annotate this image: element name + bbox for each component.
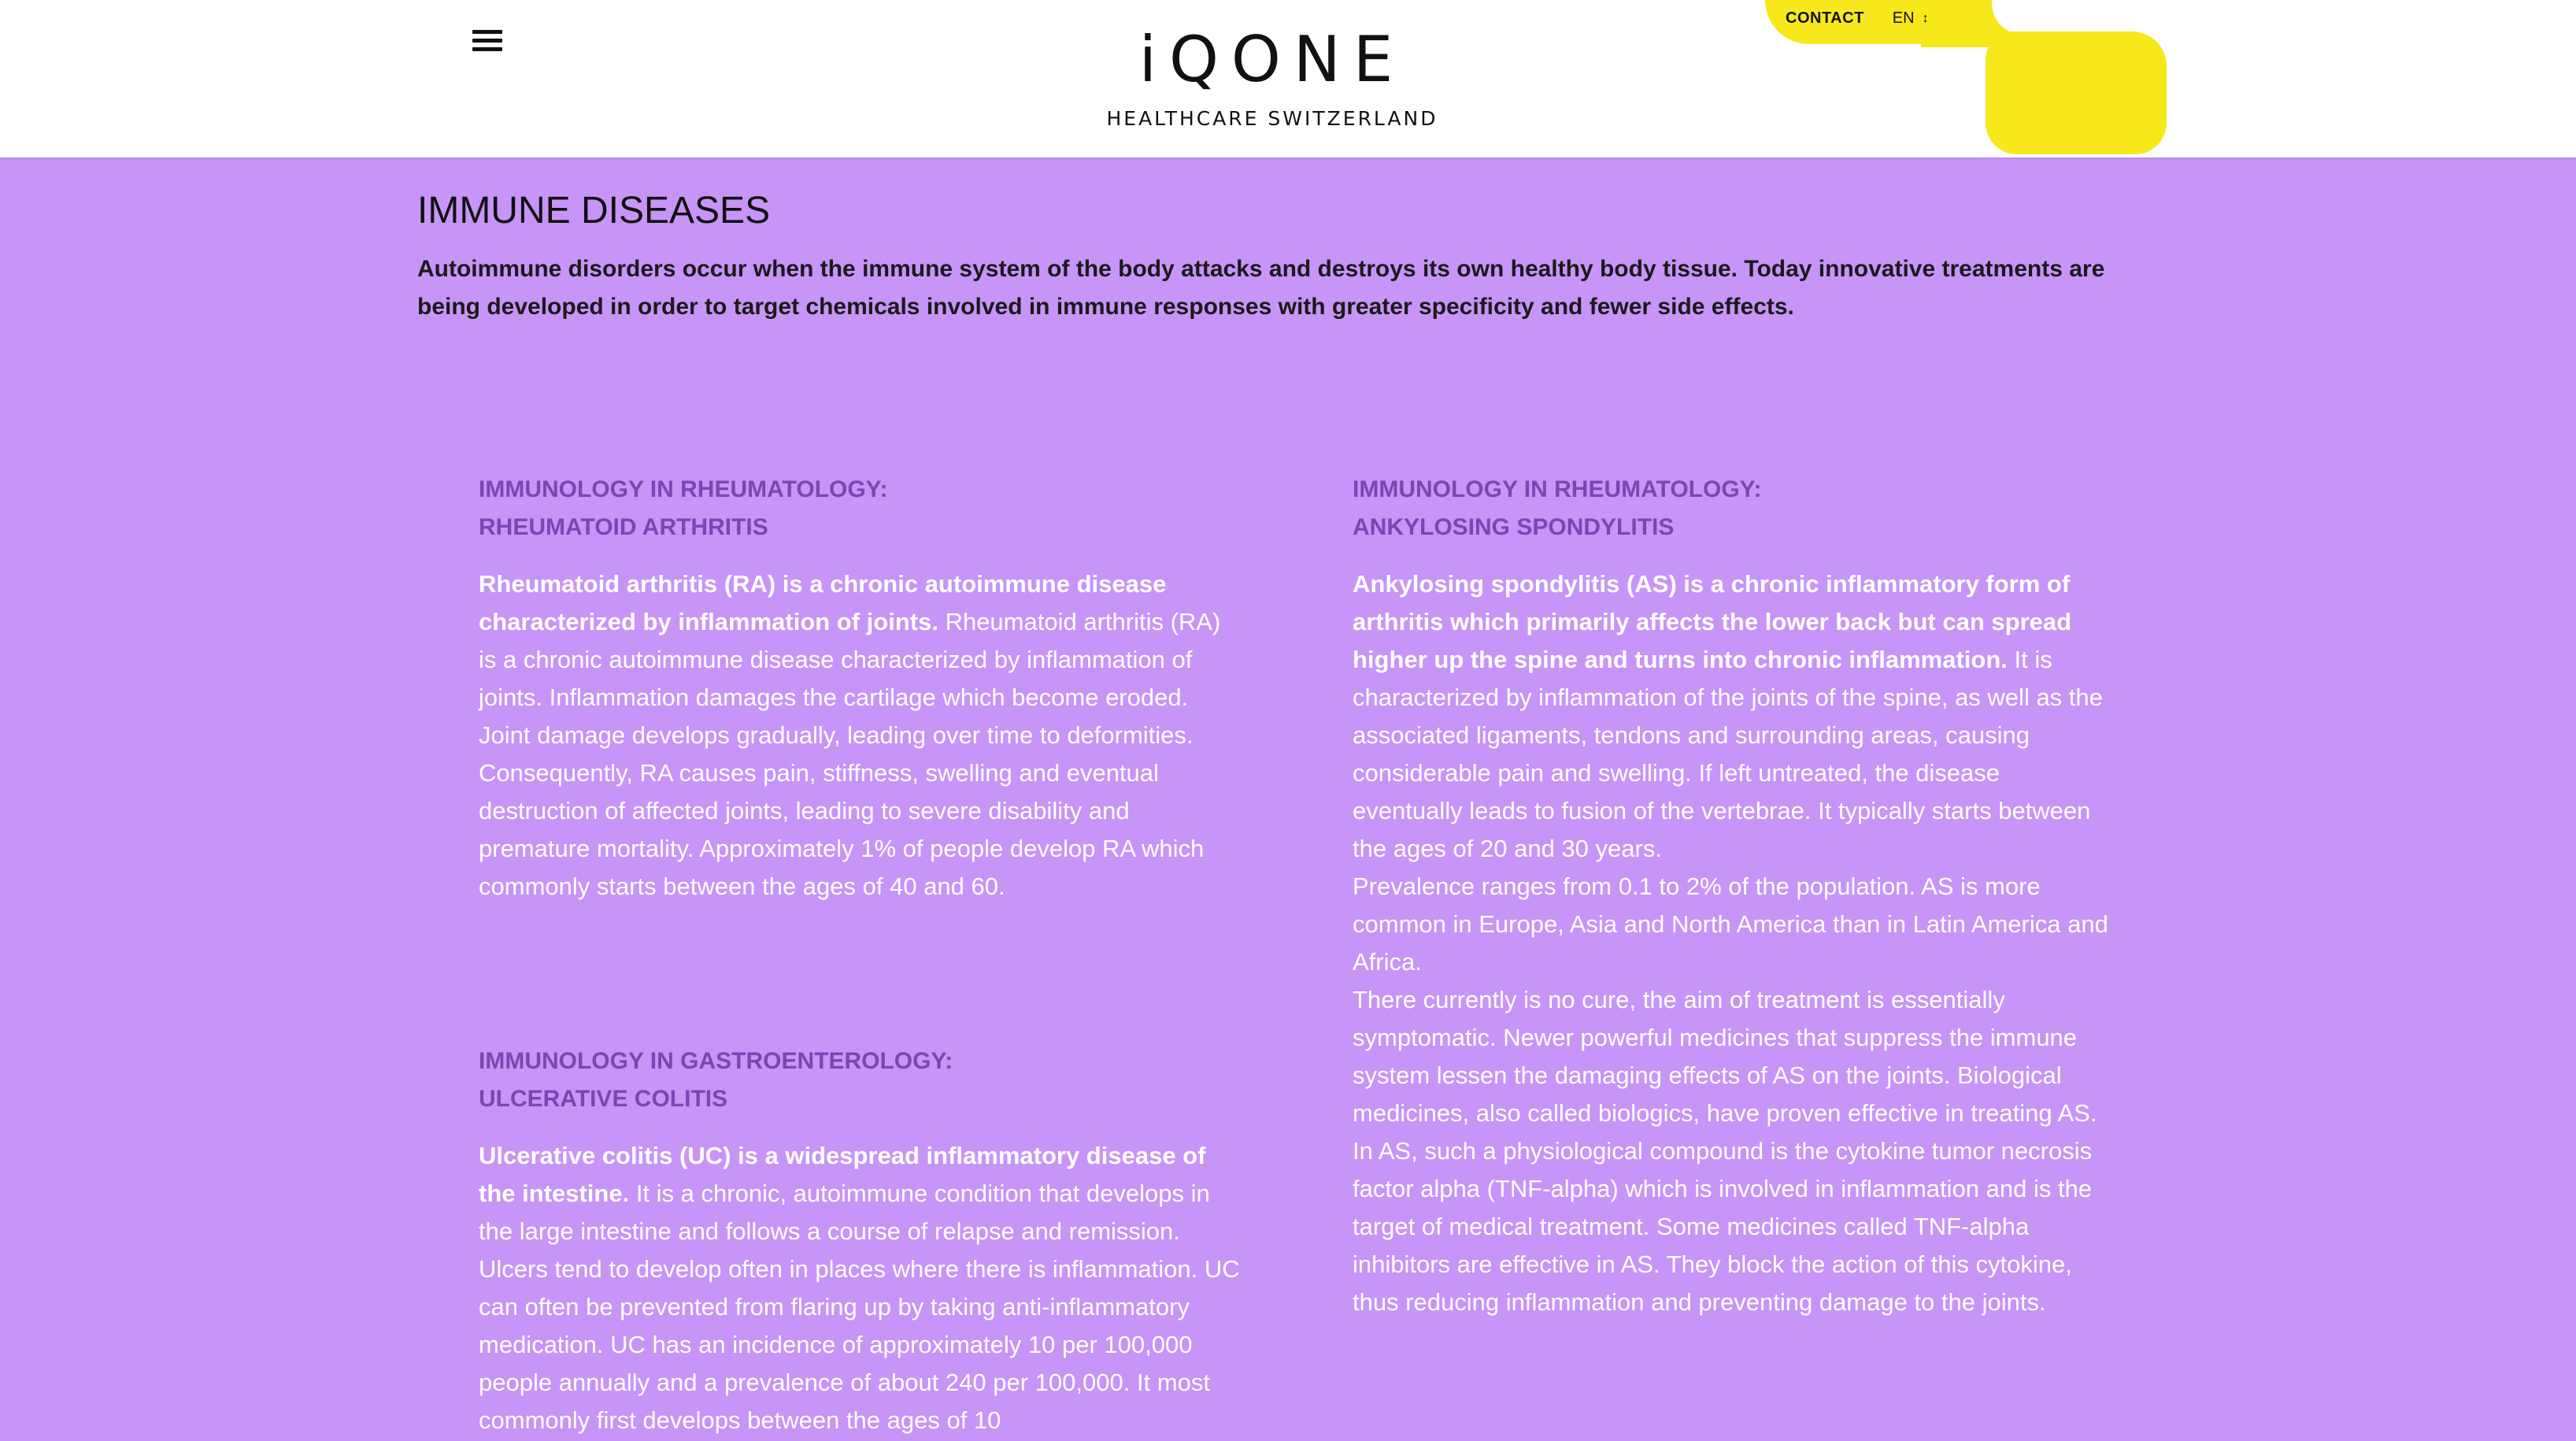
section-text	[1353, 565, 2116, 868]
section-lead: Ankylosing spondylitis (AS) is a chronic inflammatory form of arthritis which primarily affects the lower back but can spread higher up the spine and turns into chronic inflammation.	[1353, 570, 2072, 673]
section-rheumatoid-arthritis	[479, 471, 1242, 906]
site-logo[interactable]: iQONE	[1138, 23, 1406, 96]
section-body: Rheumatoid arthritis (RA) is a chronic autoimmune disease characterized by inflammation of joints. Inflammation damages the cartilage which become eroded. Joint damage develops gradually, leading over time to deformities. Consequently, RA causes pain, stiffness, swelling and eventual destruction of affected joints, leading to severe disability and premature mortality. Approximately 1% of people develop RA which commonly starts between the ages of 40 and 60.	[479, 608, 1221, 900]
language-select[interactable]	[1893, 9, 1929, 28]
contact-link[interactable]: CONTACT	[1786, 9, 1864, 27]
page-title: IMMUNE DISEASES	[417, 190, 771, 232]
section-paragraph-tnf: In AS, such a physiological compound is the cytokine tumor necrosis factor alpha (TNF-alpha) which is involved in inflammation and is the target of medical treatment. Some medicines called TNF-alpha inhibitors are effective in AS. They block the action of this cytokine, thus reducing inflammation and preventing damage to the joints.	[1353, 1137, 2093, 1316]
section-text	[479, 565, 1242, 906]
section-body: It is characterized by inflammation of the joints of the spine, as well as the associated ligaments, tendons and surrounding areas, causing considerable pain and swelling. If left untreated, the disease eventually leads to fusion of the vertebrae. It typically starts between the ages of 20 and 30 years.	[1353, 646, 2103, 862]
section-paragraph-treatment: There currently is no cure, the aim of treatment is essentially symptomatic. Newer powerful medicines that suppress the immune system lessen the damaging effects of AS on the joints. Biological medicines, also called biologics, have proven effective in treating AS.	[1353, 986, 2097, 1127]
page-intro: Autoimmune disorders occur when the immune system of the body attacks and destroys its own healthy body tissue. Today innovative treatments are being developed in order to target chemicals involved in immune responses with greater specificity and fewer side effects.	[417, 256, 2105, 320]
section-heading-line2: RHEUMATOID ARTHRITIS	[479, 514, 768, 540]
section-ankylosing-spondylitis	[1353, 471, 2116, 1321]
top-links	[1786, 9, 1929, 28]
section-ulcerative-colitis	[479, 1043, 1242, 1439]
section-heading-line2: ANKYLOSING SPONDYLITIS	[1353, 514, 1675, 540]
site-tagline: HEALTHCARE SWITZERLAND	[1106, 107, 1438, 130]
section-paragraph-prevalence: Prevalence ranges from 0.1 to 2% of the population. AS is more common in Europe, Asia and North America than in Latin America and Africa.	[1353, 872, 2108, 976]
section-heading	[479, 471, 1242, 546]
section-body: It is a chronic, autoimmune condition that develops in the large intestine and follows a course of relapse and remission. Ulcers tend to develop often in places where there is inflammation. UC can often be prevented from flaring up by taking anti-inflammatory medication. UC has an incidence of approximately 10 per 100,000 people annually and a prevalence of about 240 per 100,000. It most commonly first develops between the ages of 10	[479, 1180, 1240, 1434]
section-heading-line2: ULCERATIVE COLITIS	[479, 1086, 728, 1112]
section-heading-line1: IMMUNOLOGY IN RHEUMATOLOGY:	[1353, 476, 1762, 502]
section-heading	[479, 1043, 1242, 1118]
decoration-cutout	[1992, 0, 2094, 35]
up-down-arrow-icon: ↕	[1922, 11, 1929, 25]
section-lead: Rheumatoid arthritis (RA) is a chronic autoimmune disease characterized by inflammation of joints.	[479, 570, 1167, 635]
site-header	[0, 0, 2576, 159]
section-text	[479, 1137, 1242, 1439]
language-value: EN	[1892, 9, 1915, 27]
section-heading-line1: IMMUNOLOGY IN RHEUMATOLOGY:	[479, 476, 888, 502]
section-heading	[1353, 471, 2116, 546]
section-heading-line1: IMMUNOLOGY IN GASTROENTEROLOGY:	[479, 1048, 953, 1074]
yellow-decoration-blob	[1986, 31, 2167, 154]
section-lead: Ulcerative colitis (UC) is a widespread inflammatory disease of the intestine.	[479, 1142, 1206, 1207]
